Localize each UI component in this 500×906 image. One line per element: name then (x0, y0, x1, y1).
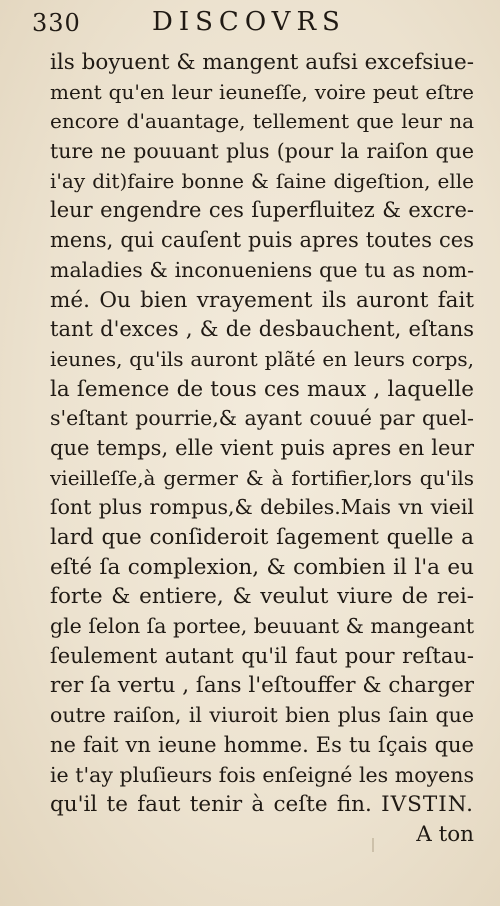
text-line: ils boyuent & mangent aufsi excefsiue- (50, 50, 474, 75)
text-line: ne fait vn ieune homme. Es tu ſçais que (50, 732, 474, 757)
text-line: eſté ſa complexion, & combien il l'a eu (50, 554, 474, 580)
text-line: rer ſa vertu , ſans l'eſtouffer & charger (50, 673, 474, 699)
text-line: ſeulement autant qu'il faut pour reſtau- (50, 643, 474, 668)
page-number: 330 (32, 9, 81, 37)
speaker-name: IVSTIN. (381, 792, 474, 818)
text-line: s'eſtant pourrie,& ayant couué par quel- (50, 406, 474, 431)
text-line: encore d'auantage, tellement que leur na (50, 109, 474, 134)
text-line: ſont plus rompus,& debiles.Mais vn vieil (50, 495, 474, 520)
text-line: maladies & inconueniens que tu as nom- (50, 257, 474, 282)
text-line-with-speaker (50, 790, 474, 820)
text-line: lard que conſideroit ſagement quelle a (50, 525, 474, 550)
text-line: la ſemence de tous ces maux , laquelle (50, 376, 474, 402)
text-line: tant d'exces , & de desbauchent, eſtans (50, 317, 474, 342)
body-text (50, 48, 474, 850)
text-line: ieunes, qu'ils auront plãté en leurs corps, (50, 346, 474, 371)
text-line: que temps, elle vient puis apres en leur (50, 435, 474, 460)
running-head: DISCOVRS (152, 7, 346, 37)
text-line: ture ne pouuant plus (pour la raiſon que (50, 139, 474, 164)
text-line: ie t'ay pluſieurs fois enſeigné les moyens (50, 762, 474, 787)
text-line: mens, qui cauſent puis apres toutes ces (50, 228, 474, 253)
text-line: outre raiſon, il viuroit bien plus ſain que (50, 703, 474, 728)
text-line: ment qu'en leur ieuneſſe, voire peut eſtre (50, 79, 474, 104)
text-line-end: qu'il te faut tenir à ceſte fin. (50, 792, 372, 818)
text-line: leur engendre ces ſuperfluitez & excre- (50, 198, 474, 223)
text-line: i'ay dit)faire bonne & ſaine digeſtion, elle (50, 168, 474, 193)
page-header (32, 4, 477, 38)
text-line: vieilleſſe,à germer & à fortifier,lors qu'ils (50, 465, 474, 490)
text-line: forte & entiere, & veulut viure de rei- (50, 584, 474, 610)
catchword: A ton (416, 821, 474, 847)
paper-fold-mark (372, 838, 374, 852)
text-line: gle ſelon ſa portee, beuuant & mangeant (50, 614, 474, 639)
text-line: mé. Ou bien vrayement ils auront fait (50, 287, 474, 313)
